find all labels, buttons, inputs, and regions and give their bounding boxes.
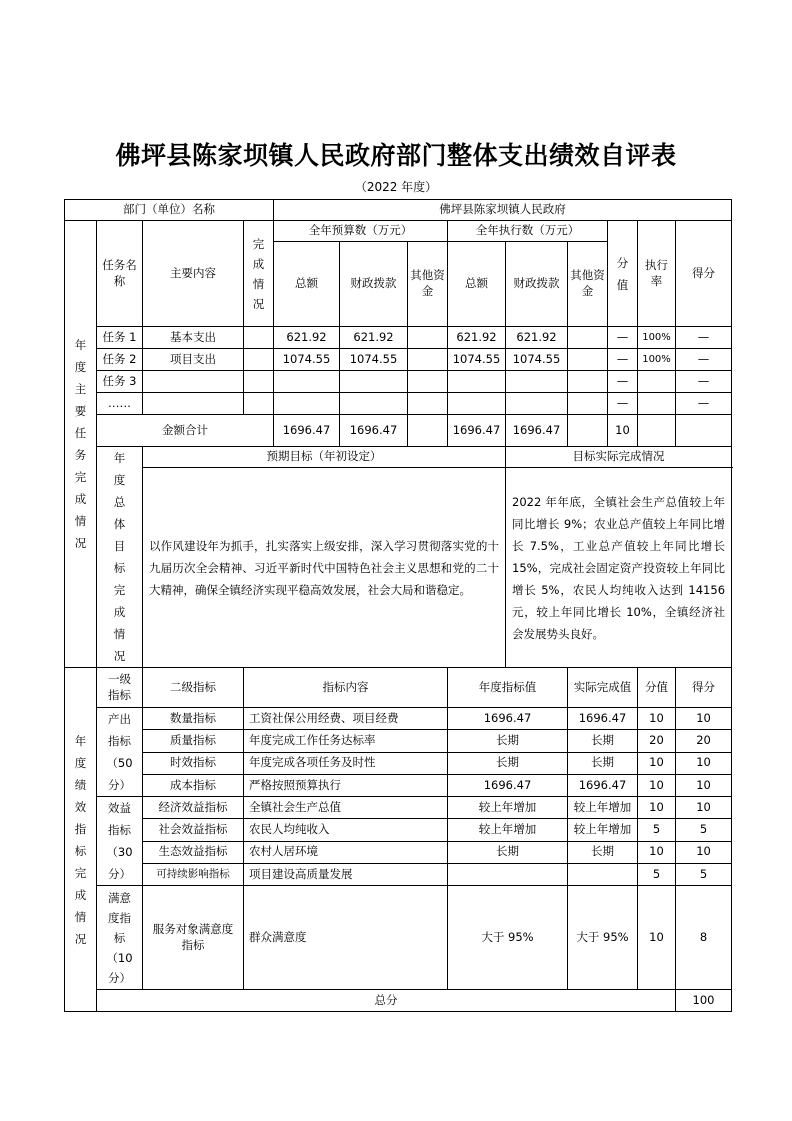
table-row: 任务 1 基本支出 621.92 621.92 621.92 621.92 — 100% —: [65, 327, 732, 349]
report-year: （2022 年度）: [354, 180, 438, 194]
sum-label: 金额合计: [97, 415, 274, 447]
header-score: 分值: [638, 668, 676, 708]
header-exec-other: 其他资金: [568, 242, 608, 327]
header-exec-rate: 执行率: [638, 221, 676, 327]
output-indicator-group: 产出指标（50分）: [97, 708, 143, 797]
total-label: 总分: [97, 990, 676, 1012]
sum-row: [65, 415, 732, 447]
header-annual-budget: 全年预算数（万元）: [274, 221, 448, 242]
task-header-row: [65, 221, 732, 242]
header-budget-fiscal: 财政拨款: [340, 242, 408, 327]
header-task-name: 任务名称: [97, 221, 143, 327]
page-title: 佛坪县陈家坝镇人民政府部门整体支出绩效自评表: [115, 141, 677, 170]
table-row: 任务 2 项目支出 1074.55 1074.55 1074.55 1074.55 — 100% —: [65, 349, 732, 371]
header-points: 得分: [676, 668, 732, 708]
header-budget-other: 其他资金: [408, 242, 448, 327]
table-row: 质量指标 年度完成工作任务达标率 长期 长期 20 20: [65, 730, 732, 752]
header-score: 分值: [608, 221, 638, 327]
section3-side-label: 年度绩效指标完成情况: [65, 668, 97, 1012]
goal-content-row: [65, 468, 732, 668]
header-annual-execution: 全年执行数（万元）: [448, 221, 608, 242]
table-row: 效益指标（30分） 经济效益指标 全镇社会生产总值 较上年增加 较上年增加 10 10: [65, 797, 732, 819]
total-row: [65, 990, 732, 1012]
section2-side-label: 年度总体目标完成情况: [97, 447, 143, 668]
header-exec-total: 总额: [448, 242, 506, 327]
satisfaction-indicator-group: 满意度指标（10分）: [97, 886, 143, 990]
dept-label: 部门（单位）名称: [65, 200, 274, 221]
header-level1: 一级指标: [97, 668, 143, 708]
table-row: …… — —: [65, 393, 732, 415]
actual-completion-text: 2022 年年底，全镇社会生产总值较上年同比增长 9%；农业总产值较上年同比增长 7.5%，工业总产值较上年同比增长 15%，完成社会固定资产投资较上年同比增长 5%，农民人均纯收入达到 14156 元，较上年同比增长 10%，全镇经济社会发展势头良好。: [506, 468, 732, 668]
table-row: 时效指标 年度完成各项任务及时性 长期 长期 10 10: [65, 752, 732, 774]
header-actual-completion: 目标实际完成情况: [506, 447, 732, 468]
sum-exec-fiscal: 1696.47: [506, 415, 568, 447]
table-row: 任务 3 — —: [65, 371, 732, 393]
header-budget-total: 总额: [274, 242, 340, 327]
evaluation-table: [64, 199, 732, 1012]
header-level2: 二级指标: [143, 668, 244, 708]
sum-score: 10: [608, 415, 638, 447]
table-row: 产出指标（50分） 数量指标 工资社保公用经费、项目经费 1696.47 1696.47 10 10: [65, 708, 732, 730]
expected-target-text: 以作风建设年为抓手，扎实落实上级安排，深入学习贯彻落实党的十九届历次全会精神、习近平新时代中国特色社会主义思想和党的二十大精神，确保全镇经济实现平稳高效发展，社会大局和谐稳定。: [143, 468, 506, 668]
total-score: 100: [676, 990, 732, 1012]
header-annual-target: 年度指标值: [448, 668, 568, 708]
indicator-header-row: [65, 668, 732, 708]
goal-header-row: [65, 447, 732, 468]
sum-exec-total: 1696.47: [448, 415, 506, 447]
dept-row: [65, 200, 732, 221]
table-row: 生态效益指标 农村人居环境 长期 长期 10 10: [65, 841, 732, 863]
header-completion: 完成情况: [244, 221, 274, 327]
header-actual-value: 实际完成值: [568, 668, 638, 708]
table-row: 社会效益指标 农民人均纯收入 较上年增加 较上年增加 5 5: [65, 819, 732, 841]
sum-budget-total: 1696.47: [274, 415, 340, 447]
sum-budget-fiscal: 1696.47: [340, 415, 408, 447]
header-points: 得分: [676, 221, 732, 327]
header-exec-fiscal: 财政拨款: [506, 242, 568, 327]
table-row: 成本指标 严格按照预算执行 1696.47 1696.47 10 10: [65, 774, 732, 796]
header-expected-target: 预期目标（年初设定）: [143, 447, 506, 468]
header-indicator-content: 指标内容: [244, 668, 448, 708]
benefit-indicator-group: 效益指标（30分）: [97, 797, 143, 886]
table-row: 满意度指标（10分） 服务对象满意度指标 群众满意度 大于 95% 大于 95% 10 8: [65, 886, 732, 990]
section1-side-label: 年度主要任务完成情况: [65, 221, 97, 668]
table-row: 可持续影响指标 项目建设高质量发展 5 5: [65, 863, 732, 885]
header-main-content: 主要内容: [143, 221, 244, 327]
dept-value: 佛坪县陈家坝镇人民政府: [274, 200, 732, 221]
